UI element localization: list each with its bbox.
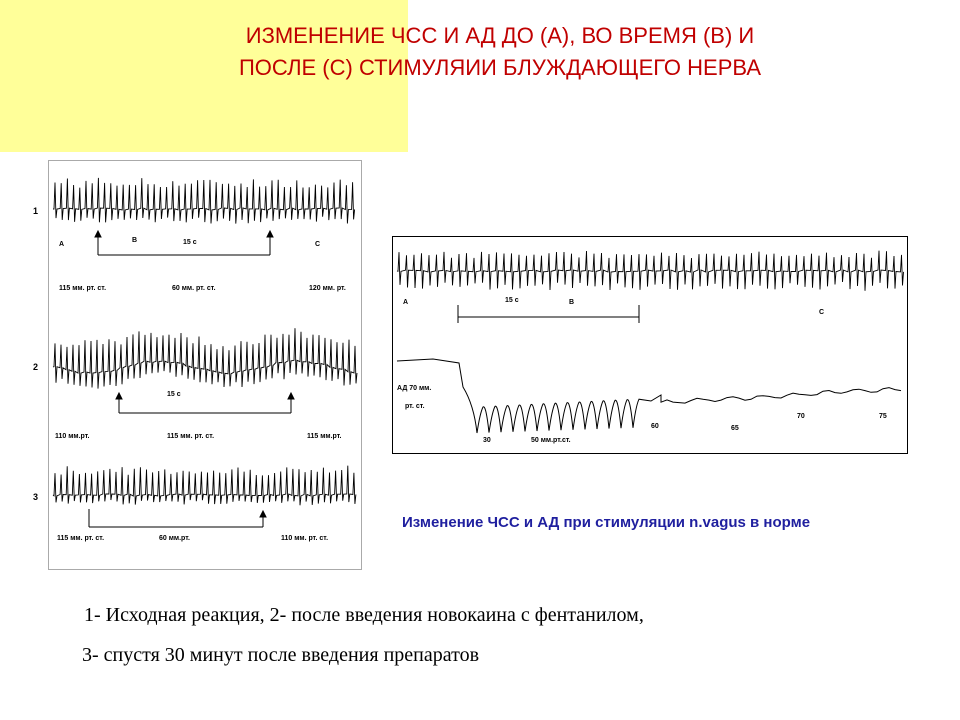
right-label-a: А	[403, 299, 409, 306]
row-number-2: 2	[33, 362, 39, 372]
footer-line-2: 3- спустя 30 минут после введения препаратов	[82, 644, 480, 666]
right-label-b: В	[569, 299, 575, 306]
right-traces-svg	[393, 237, 907, 453]
right-value-60: 60	[651, 423, 659, 430]
right-blood-pressure-trace	[397, 359, 901, 433]
right-value-65: 65	[731, 425, 739, 432]
row1-pressure-3: 120 мм. рт.	[309, 285, 346, 292]
row2-duration: 15 с	[167, 391, 181, 398]
footer-line-1: 1- Исходная реакция, 2- после введения новокаина с фентанилом,	[84, 604, 644, 626]
title-line-2: ПОСЛЕ (С) СТИМУЛЯИИ БЛУЖДАЮЩЕГО НЕРВА	[238, 55, 762, 80]
right-ad-label-1: АД 70 мм.	[397, 385, 432, 392]
row1-pressure-2: 60 мм. рт. ст.	[172, 285, 216, 292]
row1-heart-rate-trace	[53, 178, 355, 224]
row-number-1: 1	[33, 206, 39, 216]
right-value-30: 30	[483, 437, 491, 444]
right-value-50: 50 мм.рт.ст.	[531, 437, 571, 444]
row3-pressure-2: 60 мм.рт.	[159, 535, 190, 542]
left-recording-panel	[48, 160, 362, 570]
title-line-1: ИЗМЕНЕНИЕ ЧСС И АД ДО (А), ВО ВРЕМЯ (В) И	[245, 23, 755, 48]
row3-heart-rate-trace	[53, 466, 356, 506]
left-traces-svg	[49, 161, 361, 569]
row1-pressure-1: 115 мм. рт. ст.	[59, 285, 107, 292]
right-caption: Изменение ЧСС и АД при стимуляции n.vagus в норме	[402, 514, 811, 531]
row2-pressure-3: 115 мм.рт.	[307, 433, 342, 440]
row3-pressure-3: 110 мм. рт. ст.	[281, 535, 329, 542]
row1-label-a: А	[59, 241, 65, 248]
row1-duration: 15 с	[183, 239, 197, 246]
row2-arrow-start-head	[116, 393, 122, 399]
row1-label-b: В	[132, 237, 138, 244]
row-number-3: 3	[33, 492, 39, 502]
row2-pressure-2: 115 мм. рт. ст.	[167, 433, 215, 440]
right-ad-label-2: рт. ст.	[405, 403, 425, 410]
slide-title	[150, 20, 850, 84]
row1-arrow-end-head	[267, 231, 273, 237]
right-value-75: 75	[879, 413, 887, 420]
right-label-c: С	[819, 309, 825, 316]
row2-pressure-1: 110 мм.рт.	[55, 433, 90, 440]
right-value-70: 70	[797, 413, 805, 420]
row3-pressure-1: 115 мм. рт. ст.	[57, 535, 105, 542]
row1-arrow-start-head	[95, 231, 101, 237]
row2-arrow-end-head	[288, 393, 294, 399]
footer-legend	[82, 600, 942, 680]
row3-arrow-end-head	[260, 511, 266, 517]
row1-label-c: С	[315, 241, 321, 248]
right-duration: 15 с	[505, 297, 519, 304]
right-heart-rate-trace	[397, 251, 904, 291]
right-recording-panel	[392, 236, 908, 454]
row2-heart-rate-trace	[53, 328, 357, 388]
